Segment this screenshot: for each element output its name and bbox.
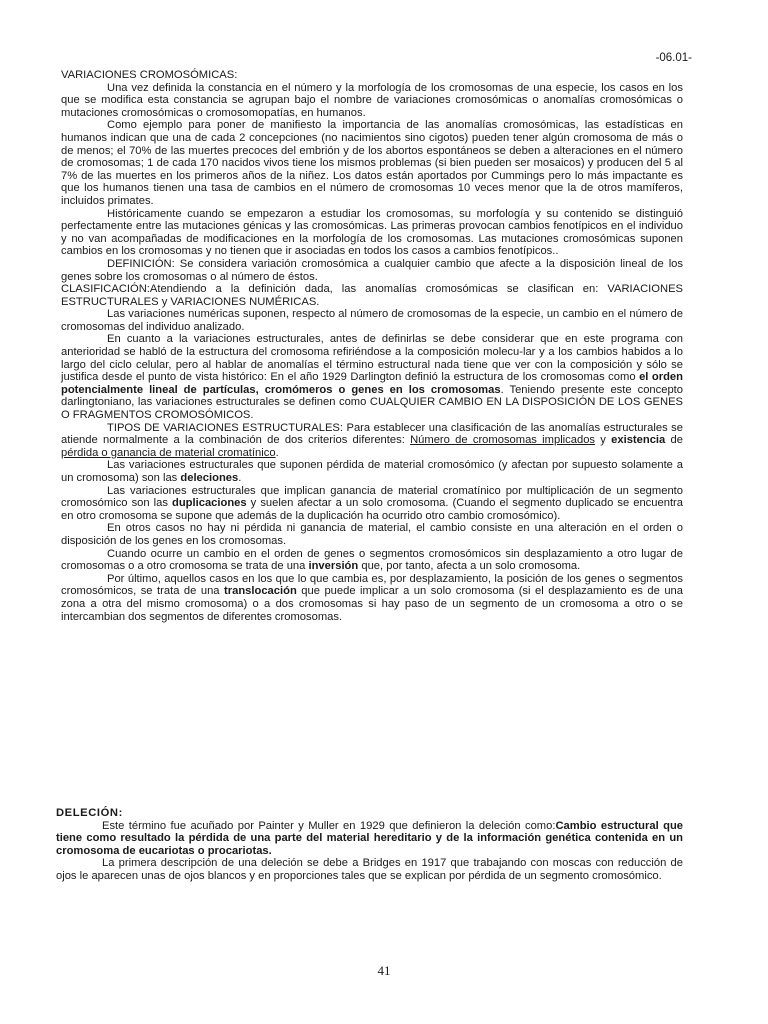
paragraph [61, 422, 683, 460]
paragraph [61, 333, 683, 421]
delecion-section [56, 807, 683, 883]
bold-text: el orden potencialmente lineal de partículas, cromómeros o genes en los cromosomas [61, 371, 683, 396]
text-run: y suelen afectar a un solo cromosoma. (Cuando el segmento duplicado se encuentra en otro cromosoma se supone que además de la duplicación ha ocurrido otro cambio cromosómico). [61, 497, 683, 522]
paragraph [56, 820, 683, 858]
text-run: Cuando ocurre un cambio en el orden de genes o segmentos cromosómicos sin desplazamiento a otro lugar de cromosomas o a otro cromosoma se trata de una [61, 547, 683, 573]
paragraph: Una vez definida la constancia en el número y la morfología de los cromosomas de una especie, los casos en los que se modifica esta constancia se agrupan bajo el nombre de variaciones cromosómicas o anomalías cromosómicas o mutaciones cromosómicas o cromosomopatías, en humanos. [61, 81, 683, 119]
paragraph [61, 485, 683, 523]
bold-text: Cambio estructural que tiene como resultado la pérdida de una parte del material hereditario y de la información genética contenida en un cromosoma de eucariotas o procariotas. [56, 819, 683, 857]
paragraph: Como ejemplo para poner de manifiesto la importancia de las anomalías cromosómicas, las estadísticas en humanos indican que una de cada 2 concepciones (no nacimientos sino cigotos) pueden tener algún cromosoma de más o de menos; el 70% de las muertes precoces del embrión y de los abortos espontáneos se deben a alteraciones en el número de cromosomas; 1 de cada 170 nacidos vivos tiene los mismos problemas (si bien pueden ser mosaicos) y producen del 5 al 7% de las muertes en los primeros años de la niñez. Los datos están aportados por Cummings pero lo más impactante es que los humanos tienen una tasa de cambios en el número de cromosomas 10 veces menor que la de otros mamíferos, incluidos primates. [61, 119, 683, 207]
text-run: TIPOS DE VARIACIONES ESTRUCTURALES: Para establecer una clasificación de las anomalías estructurales se atiende normalmente a la combinación de dos criterios diferentes: [61, 421, 683, 447]
definition-paragraph: DEFINICIÓN: Se considera variación cromosómica a cualquier cambio que afecte a la disposición lineal de los genes sobre los cromosomas o al número de éstos. [61, 257, 683, 283]
paragraph: En otros casos no hay ni pérdida ni ganancia de material, el cambio consiste en una alteración en el orden o disposición de los genes en los cromosomas. [61, 522, 683, 547]
classification-paragraph: CLASIFICACIÓN:Atendiendo a la definición dada, las anomalías cromosómicas se clasifican en: VARIACIONES ESTRUCTURALES y VARIACIONES NUMÉRICAS. [61, 283, 683, 308]
text-run: que, por tanto, afecta a un solo cromosoma. [358, 560, 581, 573]
text-run: que puede implicar a un solo cromosoma (si el desplazamiento es de una zona a otra del mismo cromosoma) o a dos cromosomas si hay paso de un segmento de un cromosoma a otro o se intercambian dos segmentos de diferentes cromosomas. [61, 585, 683, 623]
section-title: VARIACIONES CROMOSÓMICAS: [61, 69, 238, 81]
bold-text: duplicaciones [172, 497, 247, 510]
paragraph: Históricamente cuando se empezaron a estudiar los cromosomas, su morfología y su contenido se distinguió perfectamente entre las mutaciones génicas y las cromosómicas. Las primeras provocan cambios fenotípicos en el individuo y no van acompañadas de modificaciones en la morfología de los cromosomas. Las mutaciones cromosómicas suponen cambios en los cromosomas y no tienen que ir asociadas en todos los casos a cambios fenotípicos.. [61, 207, 683, 258]
paragraph [61, 573, 683, 623]
paragraph: Las variaciones numéricas suponen, respecto al número de cromosomas de la especie, un cambio en el número de cromosomas del individuo analizado. [61, 308, 683, 333]
underlined-text: Número de cromosomas implicados [410, 434, 596, 447]
paragraph: La primera descripción de una deleción se debe a Bridges en 1917 que trabajando con moscas con reducción de ojos le aparecen unas de ojos blancos y en proporciones tales que se explican por pérdida de un segmento cromosómico. [56, 857, 683, 882]
bold-text: inversión [308, 560, 359, 573]
text-run: . [275, 446, 279, 459]
underlined-text: pérdida o ganancia de material cromatínico [61, 446, 276, 459]
text-run: Este término fue acuñado por Painter y Muller en 1929 que definieron la deleción como: [102, 819, 556, 832]
bold-text: deleciones [180, 472, 239, 484]
text-run: Las variaciones estructurales que implican ganancia de material cromatínico por multiplicación de un segmento cromosómico son las [61, 484, 683, 510]
text-run: Las variaciones estructurales que suponen pérdida de material cromosómico (y afectan por supuesto solamente a un cromosoma) son las [61, 459, 683, 484]
text-run: . Teniendo presente este concepto darlingtoniano, las variaciones estructurales se definen como CUALQUIER CAMBIO EN LA DISPOSICIÓN DE LOS GENES O FRAGMENTOS CROMOSÓMICOS. [61, 383, 684, 422]
text-run: y [595, 434, 612, 447]
page-number: 41 [377, 963, 391, 978]
section-heading: DELECIÓN: [56, 807, 123, 819]
main-text [61, 69, 683, 623]
bold-text: translocación [224, 585, 297, 598]
text-run: de [665, 434, 683, 447]
text-run: Por último, aquellos casos en los que lo que cambia es, por desplazamiento, la posición de los genes o segmentos cromosómicos, se trata de una [61, 572, 683, 598]
text-run: . [238, 472, 242, 484]
text-run: En cuanto a la variaciones estructurales, antes de definirlas se debe considerar que en este programa con anterioridad se habló de la estructura del cromosoma refiriéndose a la composición molecu-lar y a los cambios habidos a lo largo del ciclo celular, pero al hablar de anomalías el término estructural nada tiene que ver con la composición y sólo se justifica desde el punto de vista histórico: En el año 1929 Darlington definió la estructura de los cromosomas como [61, 333, 683, 384]
paragraph [61, 459, 683, 484]
page-tag: -06.01- [655, 52, 692, 64]
paragraph [61, 548, 683, 573]
bold-text: existencia [611, 434, 666, 447]
